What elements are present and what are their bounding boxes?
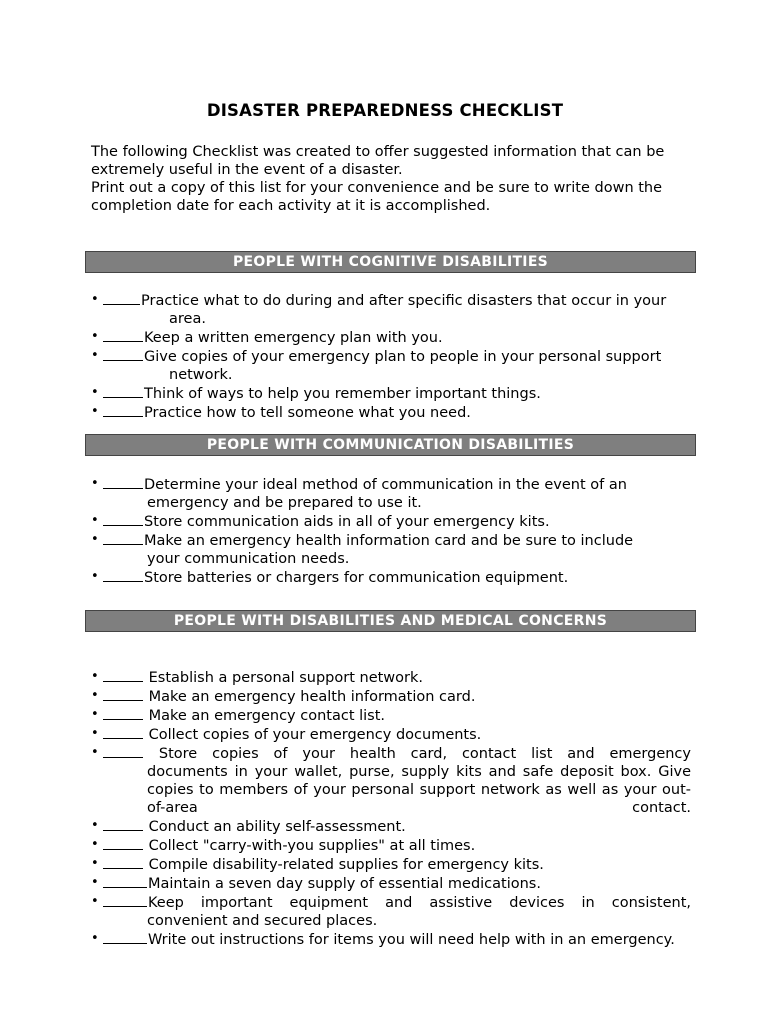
list-item xyxy=(91,531,691,568)
item-text-continued: emergency and be prepared to use it. xyxy=(147,495,422,511)
bullet-icon: • xyxy=(91,404,99,419)
item-text-continued: area. xyxy=(169,311,206,327)
checkbox-blank[interactable] xyxy=(103,930,147,944)
checkbox-blank[interactable] xyxy=(103,836,143,850)
checkbox-blank[interactable] xyxy=(103,855,143,869)
item-text-continued: convenient and secured places. xyxy=(147,913,378,929)
item-text: Make an emergency contact list. xyxy=(148,708,386,724)
bullet-icon: • xyxy=(91,513,99,528)
bullet-icon: • xyxy=(91,707,99,722)
item-text-continued: your communication needs. xyxy=(147,551,350,567)
bullet-icon: • xyxy=(91,669,99,684)
section-heading-medical: PEOPLE WITH DISABILITIES AND MEDICAL CONCERNS xyxy=(85,610,696,632)
list-item xyxy=(91,328,691,347)
checkbox-blank[interactable] xyxy=(103,725,143,739)
list-item xyxy=(91,744,691,817)
item-text: Store communication aids in all of your emergency kits. xyxy=(144,514,550,530)
checkbox-blank[interactable] xyxy=(103,347,143,361)
checkbox-blank[interactable] xyxy=(103,512,143,526)
bullet-icon: • xyxy=(91,292,99,307)
bullet-icon: • xyxy=(91,931,99,946)
checkbox-blank[interactable] xyxy=(103,531,143,545)
list-item xyxy=(91,384,691,403)
checklist-cognitive xyxy=(91,291,691,422)
item-text: Think of ways to help you remember important things. xyxy=(144,386,541,402)
item-text: Write out instructions for items you will need help with in an emergency. xyxy=(148,932,675,948)
list-item xyxy=(91,668,691,687)
bullet-icon: • xyxy=(91,329,99,344)
checkbox-blank[interactable] xyxy=(103,817,143,831)
checkbox-blank[interactable] xyxy=(103,893,147,907)
item-text-continued: documents in your wallet, purse, supply kits and safe deposit box. Give copies to members of your personal support network as well as your out-of-area contact. xyxy=(147,764,691,816)
checkbox-blank[interactable] xyxy=(103,568,143,582)
list-item xyxy=(91,855,691,874)
checkbox-blank[interactable] xyxy=(103,403,143,417)
intro-text xyxy=(91,143,696,215)
item-text: Practice what to do during and after specific disasters that occur in your xyxy=(141,293,667,309)
item-text: Collect "carry-with-you supplies" at all times. xyxy=(148,838,476,854)
checkbox-blank[interactable] xyxy=(103,384,143,398)
item-text: Practice how to tell someone what you need. xyxy=(144,405,471,421)
bullet-icon: • xyxy=(91,532,99,547)
bullet-icon: • xyxy=(91,856,99,871)
checkbox-blank[interactable] xyxy=(103,475,143,489)
checkbox-blank[interactable] xyxy=(103,687,143,701)
list-item xyxy=(91,568,691,587)
checklist-communication xyxy=(91,475,691,587)
bullet-icon: • xyxy=(91,818,99,833)
item-text: Make an emergency health information card and be sure to include xyxy=(144,533,634,549)
list-item xyxy=(91,403,691,422)
item-text: Compile disability-related supplies for emergency kits. xyxy=(148,857,544,873)
checkbox-blank[interactable] xyxy=(103,706,143,720)
intro-paragraph-1: The following Checklist was created to offer suggested information that can be extremely useful in the event of a disaster. xyxy=(91,144,665,178)
list-item xyxy=(91,817,691,836)
item-text: Conduct an ability self-assessment. xyxy=(148,819,406,835)
checkbox-blank[interactable] xyxy=(103,291,140,305)
bullet-icon: • xyxy=(91,569,99,584)
checklist-medical xyxy=(91,668,691,949)
section-heading-communication: PEOPLE WITH COMMUNICATION DISABILITIES xyxy=(85,434,696,456)
list-item xyxy=(91,706,691,725)
item-text: Store copies of your health card, contact list and emergency xyxy=(158,746,691,762)
checkbox-blank[interactable] xyxy=(103,874,147,888)
page-title: DISASTER PREPAREDNESS CHECKLIST xyxy=(206,101,564,120)
bullet-icon: • xyxy=(91,385,99,400)
list-item xyxy=(91,725,691,744)
list-item xyxy=(91,893,691,930)
bullet-icon: • xyxy=(91,894,99,909)
list-item xyxy=(91,347,691,384)
item-text-continued: network. xyxy=(169,367,233,383)
list-item xyxy=(91,874,691,893)
list-item xyxy=(91,836,691,855)
item-text: Keep important equipment and assistive devices in consistent, xyxy=(148,895,691,911)
intro-paragraph-2: Print out a copy of this list for your convenience and be sure to write down the completion date for each activity at it is accomplished. xyxy=(91,180,663,214)
checkbox-blank[interactable] xyxy=(103,744,143,758)
list-item xyxy=(91,930,691,949)
checkbox-blank[interactable] xyxy=(103,328,143,342)
checkbox-blank[interactable] xyxy=(103,668,143,682)
bullet-icon: • xyxy=(91,875,99,890)
section-heading-cognitive: PEOPLE WITH COGNITIVE DISABILITIES xyxy=(85,251,696,273)
bullet-icon: • xyxy=(91,348,99,363)
item-text: Make an emergency health information card. xyxy=(148,689,476,705)
item-text: Give copies of your emergency plan to people in your personal support xyxy=(144,349,662,365)
item-text: Store batteries or chargers for communication equipment. xyxy=(144,570,569,586)
item-text: Establish a personal support network. xyxy=(148,670,424,686)
bullet-icon: • xyxy=(91,726,99,741)
item-text: Maintain a seven day supply of essential medications. xyxy=(148,876,541,892)
bullet-icon: • xyxy=(91,688,99,703)
item-text: Determine your ideal method of communication in the event of an xyxy=(144,477,627,493)
item-text: Collect copies of your emergency documents. xyxy=(148,727,482,743)
list-item xyxy=(91,512,691,531)
list-item xyxy=(91,687,691,706)
item-text: Keep a written emergency plan with you. xyxy=(144,330,443,346)
list-item xyxy=(91,475,691,512)
bullet-icon: • xyxy=(91,476,99,491)
list-item xyxy=(91,291,691,328)
bullet-icon: • xyxy=(91,745,99,760)
bullet-icon: • xyxy=(91,837,99,852)
